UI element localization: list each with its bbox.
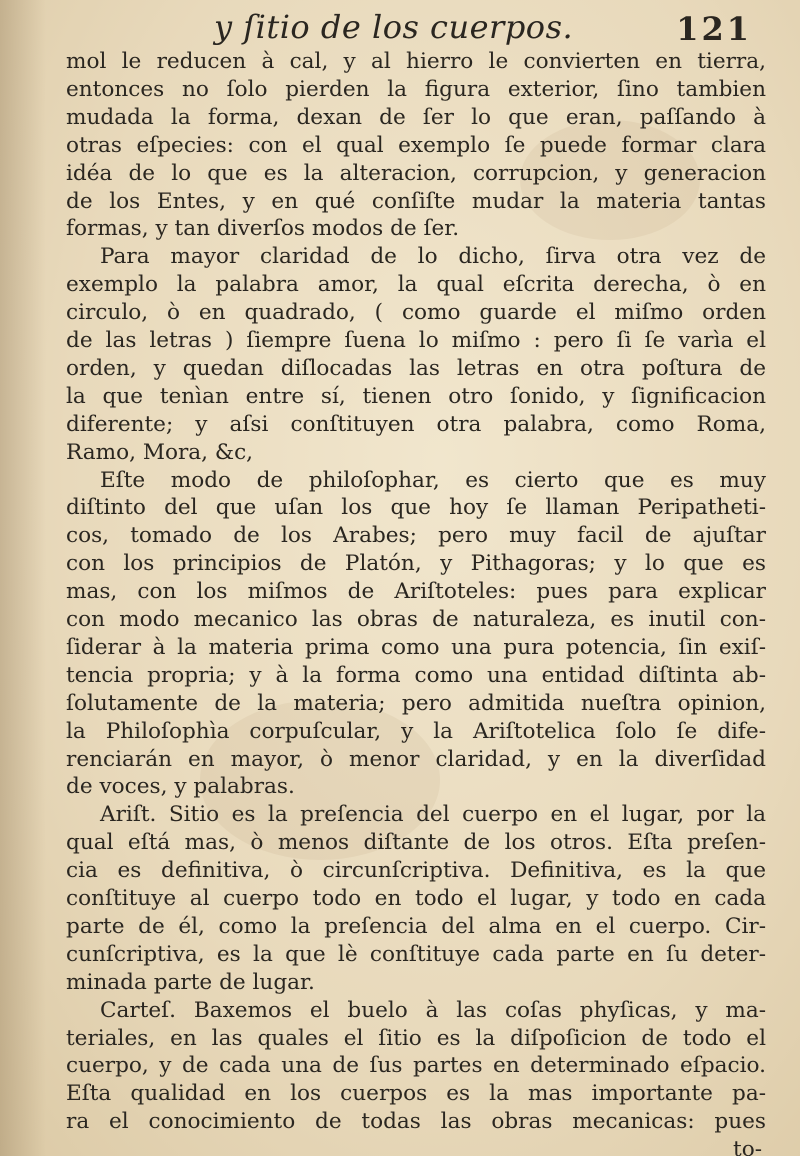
text-line: diſtinto del que uſan los que hoy ſe llaman Peripatheti- [66, 495, 766, 521]
text-line: entonces no ſolo pierden la figura exterior, ſino tambien [66, 76, 766, 102]
text-line: Para mayor claridad de lo dicho, ſirva otra vez de [100, 244, 766, 270]
text-line: formas, y tan diverſos modos de ſer. [66, 216, 460, 242]
text-line: la Philoſophìa corpuſcular, y la Ariſtotelica ſolo ſe dife- [66, 718, 766, 744]
text-line: Carteſ. Baxemos el buelo à las coſas phyſicas, y ma- [100, 997, 766, 1023]
text-line: orden, y quedan diſlocadas las letras en otra poſtura de [66, 355, 766, 381]
text-line: cos, tomado de los Arabes; pero muy facil de ajuſtar [66, 523, 766, 549]
text-line: mudada la forma, dexan de ſer lo que eran, paſſando à [66, 104, 766, 130]
text-line: parte de él, como la preſencia del alma en el cuerpo. Cir- [66, 913, 766, 939]
text-line: de los Entes, y en qué conſiſte mudar la materia tantas [66, 188, 766, 214]
text-line: ra el conocimiento de todas las obras mecanicas: pues [66, 1109, 766, 1135]
text-line: la que tenìan entre sí, tienen otro ſonido, y ſignificacion [66, 383, 766, 409]
catchword: to- [733, 1137, 762, 1156]
text-line: Eſta qualidad en los cuerpos es la mas importante pa- [66, 1081, 766, 1107]
text-line: de las letras ) ſiempre ſuena lo miſmo : pero ſi ſe varìa el [66, 328, 766, 353]
text-line: minada parte de lugar. [66, 969, 315, 995]
page-number: 121 [676, 10, 752, 48]
gutter-shadow [0, 0, 46, 1156]
text-line: Ariſt. Sitio es la preſencia del cuerpo en el lugar, por la [100, 802, 766, 828]
text-line: conſtituye al cuerpo todo en todo el lugar, y todo en cada [66, 886, 766, 911]
text-line: idéa de lo que es la alteracion, corrupcion, y generacion [66, 160, 766, 186]
text-line: cunſcriptiva, es la que lè conſtituye cada parte en ſu deter- [66, 941, 766, 967]
text-line: con los principios de Platón, y Pithagoras; y lo que es [66, 551, 766, 577]
text-line: con modo mecanico las obras de naturaleza, es inutil con- [66, 607, 766, 632]
text-line: ſiderar à la materia prima como una pura potencia, ſin exiſ- [66, 634, 766, 660]
text-line: otras eſpecies: con el qual exemplo ſe puede formar clara [66, 132, 766, 158]
text-line: qual eſtá mas, ò menos diſtante de los otros. Eſta preſen- [66, 830, 766, 856]
text-line: renciarán en mayor, ò menor claridad, y en la diverſidad [66, 746, 766, 772]
text-line: tencia propria; y à la forma como una entidad diſtinta ab- [66, 662, 766, 688]
text-line: cia es definitiva, ò circunſcriptiva. Definitiva, es la que [66, 858, 766, 884]
text-line: Ramo, Mora, &c, [66, 439, 254, 465]
running-title: y ſitio de los cuerpos. [214, 8, 574, 46]
text-line: Eſte modo de philoſophar, es cierto que es muy [100, 467, 766, 493]
text-line: teriales, en las quales el ſitio es la diſpoſicion de todo el [66, 1025, 766, 1051]
text-line: de voces, y palabras. [66, 774, 295, 800]
text-line: mas, con los miſmos de Ariſtoteles: pues para explicar [66, 579, 766, 605]
text-line: diferente; y aſsi conſtituyen otra palabra, como Roma, [66, 411, 766, 437]
text-line: circulo, ò en quadrado, ( como guarde el miſmo orden [66, 300, 766, 326]
text-line: cuerpo, y de cada una de ſus partes en determinado eſpacio. [66, 1053, 766, 1079]
text-line: exemplo la palabra amor, la qual eſcrita derecha, ò en [66, 272, 766, 298]
text-line: ſolutamente de la materia; pero admitida nueſtra opinion, [66, 690, 766, 716]
text-line: mol le reducen à cal, y al hierro le convierten en tierra, [66, 49, 766, 74]
